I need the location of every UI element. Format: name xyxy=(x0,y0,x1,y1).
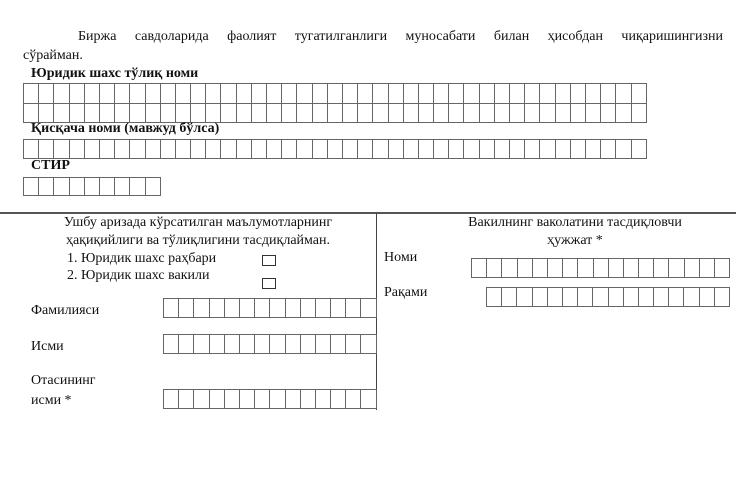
character-cell[interactable] xyxy=(328,103,343,123)
character-cell[interactable] xyxy=(161,139,176,159)
character-cell[interactable] xyxy=(252,83,267,104)
short-name-grid[interactable] xyxy=(23,139,647,159)
character-cell[interactable] xyxy=(70,177,85,196)
character-cell[interactable] xyxy=(270,389,285,409)
character-cell[interactable] xyxy=(624,287,639,307)
character-cell[interactable] xyxy=(301,334,316,354)
character-cell[interactable] xyxy=(331,389,346,409)
character-cell[interactable] xyxy=(54,83,69,104)
character-cell[interactable] xyxy=(502,258,517,278)
character-cell[interactable] xyxy=(518,258,533,278)
character-cell[interactable] xyxy=(593,287,608,307)
character-cell[interactable] xyxy=(571,139,586,159)
character-cell[interactable] xyxy=(191,139,206,159)
character-cell[interactable] xyxy=(194,298,209,318)
character-cell[interactable] xyxy=(146,83,161,104)
character-cell[interactable] xyxy=(449,83,464,104)
character-cell[interactable] xyxy=(331,334,346,354)
document-name-grid[interactable] xyxy=(471,258,730,278)
character-cell[interactable] xyxy=(237,139,252,159)
character-cell[interactable] xyxy=(100,139,115,159)
character-cell[interactable] xyxy=(146,103,161,123)
character-cell[interactable] xyxy=(85,103,100,123)
character-cell[interactable] xyxy=(267,139,282,159)
character-cell[interactable] xyxy=(495,103,510,123)
full-name-grid-row2[interactable] xyxy=(23,103,647,123)
character-cell[interactable] xyxy=(286,389,301,409)
character-cell[interactable] xyxy=(586,139,601,159)
option-representative-checkbox[interactable] xyxy=(262,278,276,289)
character-cell[interactable] xyxy=(164,389,179,409)
character-cell[interactable] xyxy=(70,103,85,123)
character-cell[interactable] xyxy=(313,83,328,104)
character-cell[interactable] xyxy=(115,103,130,123)
character-cell[interactable] xyxy=(700,287,715,307)
character-cell[interactable] xyxy=(100,177,115,196)
character-cell[interactable] xyxy=(85,139,100,159)
character-cell[interactable] xyxy=(194,334,209,354)
character-cell[interactable] xyxy=(210,334,225,354)
document-number-label: Рақами xyxy=(384,285,428,300)
character-cell[interactable] xyxy=(164,298,179,318)
character-cell[interactable] xyxy=(297,103,312,123)
character-cell[interactable] xyxy=(616,139,631,159)
character-cell[interactable] xyxy=(179,298,194,318)
character-cell[interactable] xyxy=(571,83,586,104)
patronymic-label-2: исми * xyxy=(31,393,72,408)
character-cell[interactable] xyxy=(240,298,255,318)
character-cell[interactable] xyxy=(237,83,252,104)
confirm-line2: ҳақиқийлиги ва тўлиқлигини тасдиқлайман. xyxy=(65,233,331,248)
character-cell[interactable] xyxy=(191,103,206,123)
character-cell[interactable] xyxy=(487,258,502,278)
character-cell[interactable] xyxy=(343,83,358,104)
character-cell[interactable] xyxy=(480,103,495,123)
character-cell[interactable] xyxy=(464,139,479,159)
character-cell[interactable] xyxy=(361,334,376,354)
character-cell[interactable] xyxy=(331,298,346,318)
character-cell[interactable] xyxy=(130,139,145,159)
character-cell[interactable] xyxy=(225,334,240,354)
character-cell[interactable] xyxy=(115,139,130,159)
confirm-line1: Ушбу аризада кўрсатилган маълумотларнинг xyxy=(63,215,333,230)
character-cell[interactable] xyxy=(480,139,495,159)
character-cell[interactable] xyxy=(24,103,39,123)
character-cell[interactable] xyxy=(206,103,221,123)
character-cell[interactable] xyxy=(556,139,571,159)
character-cell[interactable] xyxy=(282,83,297,104)
character-cell[interactable] xyxy=(616,83,631,104)
character-cell[interactable] xyxy=(563,258,578,278)
character-cell[interactable] xyxy=(255,298,270,318)
character-cell[interactable] xyxy=(282,103,297,123)
character-cell[interactable] xyxy=(100,83,115,104)
character-cell[interactable] xyxy=(632,103,647,123)
character-cell[interactable] xyxy=(85,83,100,104)
character-cell[interactable] xyxy=(510,103,525,123)
full-name-grid-row1[interactable] xyxy=(23,83,647,104)
character-cell[interactable] xyxy=(115,83,130,104)
character-cell[interactable] xyxy=(434,139,449,159)
character-cell[interactable] xyxy=(358,139,373,159)
character-cell[interactable] xyxy=(328,83,343,104)
character-cell[interactable] xyxy=(54,139,69,159)
character-cell[interactable] xyxy=(161,103,176,123)
character-cell[interactable] xyxy=(161,83,176,104)
intro-text: Биржа савдоларида фаолият тугатилганлиги муносабати билан ҳисобдан чиқаришингизни xyxy=(78,29,723,44)
patronymic-grid[interactable] xyxy=(163,389,377,409)
character-cell[interactable] xyxy=(540,139,555,159)
character-cell[interactable] xyxy=(449,103,464,123)
character-cell[interactable] xyxy=(267,83,282,104)
character-cell[interactable] xyxy=(100,103,115,123)
character-cell[interactable] xyxy=(270,298,285,318)
character-cell[interactable] xyxy=(419,83,434,104)
character-cell[interactable] xyxy=(358,103,373,123)
character-cell[interactable] xyxy=(24,177,39,196)
document-number-grid[interactable] xyxy=(486,287,730,307)
character-cell[interactable] xyxy=(130,83,145,104)
character-cell[interactable] xyxy=(346,334,361,354)
character-cell[interactable] xyxy=(495,83,510,104)
character-cell[interactable] xyxy=(313,103,328,123)
character-cell[interactable] xyxy=(548,258,563,278)
character-cell[interactable] xyxy=(389,103,404,123)
patronymic-label-1: Отасининг xyxy=(31,373,96,388)
character-cell[interactable] xyxy=(361,298,376,318)
character-cell[interactable] xyxy=(343,103,358,123)
character-cell[interactable] xyxy=(540,103,555,123)
character-cell[interactable] xyxy=(464,83,479,104)
character-cell[interactable] xyxy=(85,177,100,196)
stir-grid[interactable] xyxy=(23,177,161,196)
name-label: Исми xyxy=(31,339,64,354)
character-cell[interactable] xyxy=(225,298,240,318)
character-cell[interactable] xyxy=(255,334,270,354)
name-grid[interactable] xyxy=(163,334,377,354)
character-cell[interactable] xyxy=(389,83,404,104)
character-cell[interactable] xyxy=(286,334,301,354)
character-cell[interactable] xyxy=(502,287,517,307)
character-cell[interactable] xyxy=(632,83,647,104)
character-cell[interactable] xyxy=(179,334,194,354)
character-cell[interactable] xyxy=(700,258,715,278)
character-cell[interactable] xyxy=(237,103,252,123)
character-cell[interactable] xyxy=(578,287,593,307)
character-cell[interactable] xyxy=(70,139,85,159)
character-cell[interactable] xyxy=(510,139,525,159)
character-cell[interactable] xyxy=(270,334,285,354)
section-divider xyxy=(0,212,736,214)
character-cell[interactable] xyxy=(267,103,282,123)
character-cell[interactable] xyxy=(373,103,388,123)
short-name-label: Қисқача номи (мавжуд бўлса) xyxy=(31,121,220,136)
character-cell[interactable] xyxy=(361,389,376,409)
character-cell[interactable] xyxy=(389,139,404,159)
character-cell[interactable] xyxy=(495,139,510,159)
character-cell[interactable] xyxy=(297,139,312,159)
character-cell[interactable] xyxy=(240,389,255,409)
character-cell[interactable] xyxy=(540,83,555,104)
character-cell[interactable] xyxy=(533,258,548,278)
character-cell[interactable] xyxy=(343,139,358,159)
character-cell[interactable] xyxy=(146,177,161,196)
character-cell[interactable] xyxy=(54,177,69,196)
character-cell[interactable] xyxy=(525,103,540,123)
character-cell[interactable] xyxy=(191,83,206,104)
character-cell[interactable] xyxy=(176,103,191,123)
character-cell[interactable] xyxy=(533,287,548,307)
character-cell[interactable] xyxy=(194,389,209,409)
character-cell[interactable] xyxy=(548,287,563,307)
character-cell[interactable] xyxy=(517,287,532,307)
character-cell[interactable] xyxy=(24,83,39,104)
character-cell[interactable] xyxy=(586,103,601,123)
option-representative-label: 2. Юридик шахс вакили xyxy=(67,268,210,283)
character-cell[interactable] xyxy=(464,103,479,123)
character-cell[interactable] xyxy=(487,287,502,307)
character-cell[interactable] xyxy=(221,83,236,104)
character-cell[interactable] xyxy=(654,287,669,307)
character-cell[interactable] xyxy=(404,103,419,123)
character-cell[interactable] xyxy=(639,258,654,278)
character-cell[interactable] xyxy=(525,139,540,159)
character-cell[interactable] xyxy=(146,139,161,159)
character-cell[interactable] xyxy=(616,103,631,123)
character-cell[interactable] xyxy=(282,139,297,159)
character-cell[interactable] xyxy=(609,287,624,307)
character-cell[interactable] xyxy=(221,139,236,159)
character-cell[interactable] xyxy=(480,83,495,104)
character-cell[interactable] xyxy=(210,389,225,409)
character-cell[interactable] xyxy=(115,177,130,196)
surname-label: Фамилияси xyxy=(31,303,100,318)
character-cell[interactable] xyxy=(39,103,54,123)
character-cell[interactable] xyxy=(449,139,464,159)
character-cell[interactable] xyxy=(70,83,85,104)
character-cell[interactable] xyxy=(556,83,571,104)
character-cell[interactable] xyxy=(316,334,331,354)
option-head-checkbox[interactable] xyxy=(262,255,276,266)
character-cell[interactable] xyxy=(669,258,684,278)
character-cell[interactable] xyxy=(206,139,221,159)
character-cell[interactable] xyxy=(510,83,525,104)
character-cell[interactable] xyxy=(669,287,684,307)
character-cell[interactable] xyxy=(434,83,449,104)
character-cell[interactable] xyxy=(601,103,616,123)
character-cell[interactable] xyxy=(525,83,540,104)
character-cell[interactable] xyxy=(624,258,639,278)
character-cell[interactable] xyxy=(316,298,331,318)
intro-text-end: сўрайман. xyxy=(23,48,83,63)
character-cell[interactable] xyxy=(715,287,730,307)
character-cell[interactable] xyxy=(632,139,647,159)
character-cell[interactable] xyxy=(563,287,578,307)
character-cell[interactable] xyxy=(179,389,194,409)
character-cell[interactable] xyxy=(176,139,191,159)
character-cell[interactable] xyxy=(419,139,434,159)
character-cell[interactable] xyxy=(130,177,145,196)
character-cell[interactable] xyxy=(556,103,571,123)
character-cell[interactable] xyxy=(715,258,730,278)
character-cell[interactable] xyxy=(358,83,373,104)
character-cell[interactable] xyxy=(346,298,361,318)
character-cell[interactable] xyxy=(404,83,419,104)
character-cell[interactable] xyxy=(434,103,449,123)
character-cell[interactable] xyxy=(571,103,586,123)
character-cell[interactable] xyxy=(210,298,225,318)
character-cell[interactable] xyxy=(594,258,609,278)
character-cell[interactable] xyxy=(164,334,179,354)
character-cell[interactable] xyxy=(39,139,54,159)
character-cell[interactable] xyxy=(404,139,419,159)
character-cell[interactable] xyxy=(301,298,316,318)
character-cell[interactable] xyxy=(176,83,191,104)
character-cell[interactable] xyxy=(54,103,69,123)
character-cell[interactable] xyxy=(373,139,388,159)
option-head-label: 1. Юридик шахс раҳбари xyxy=(67,251,217,266)
character-cell[interactable] xyxy=(24,139,39,159)
character-cell[interactable] xyxy=(313,139,328,159)
character-cell[interactable] xyxy=(328,139,343,159)
document-name-label: Номи xyxy=(384,250,418,265)
character-cell[interactable] xyxy=(286,298,301,318)
character-cell[interactable] xyxy=(252,139,267,159)
character-cell[interactable] xyxy=(639,287,654,307)
character-cell[interactable] xyxy=(225,389,240,409)
character-cell[interactable] xyxy=(578,258,593,278)
character-cell[interactable] xyxy=(684,287,699,307)
character-cell[interactable] xyxy=(316,389,331,409)
full-name-label: Юридик шахс тўлиқ номи xyxy=(31,66,199,81)
character-cell[interactable] xyxy=(39,177,54,196)
document-title-1: Вакилнинг ваколатини тасдиқловчи xyxy=(468,215,682,230)
character-cell[interactable] xyxy=(586,83,601,104)
character-cell[interactable] xyxy=(301,389,316,409)
character-cell[interactable] xyxy=(419,103,434,123)
character-cell[interactable] xyxy=(373,83,388,104)
surname-grid[interactable] xyxy=(163,298,377,318)
character-cell[interactable] xyxy=(206,83,221,104)
character-cell[interactable] xyxy=(130,103,145,123)
character-cell[interactable] xyxy=(240,334,255,354)
character-cell[interactable] xyxy=(39,83,54,104)
character-cell[interactable] xyxy=(346,389,361,409)
character-cell[interactable] xyxy=(221,103,236,123)
character-cell[interactable] xyxy=(252,103,267,123)
character-cell[interactable] xyxy=(472,258,487,278)
character-cell[interactable] xyxy=(255,389,270,409)
character-cell[interactable] xyxy=(609,258,624,278)
stir-label: СТИР xyxy=(31,158,70,173)
character-cell[interactable] xyxy=(654,258,669,278)
character-cell[interactable] xyxy=(297,83,312,104)
character-cell[interactable] xyxy=(601,139,616,159)
document-title-2: ҳужжат * xyxy=(547,233,603,248)
character-cell[interactable] xyxy=(601,83,616,104)
character-cell[interactable] xyxy=(685,258,700,278)
